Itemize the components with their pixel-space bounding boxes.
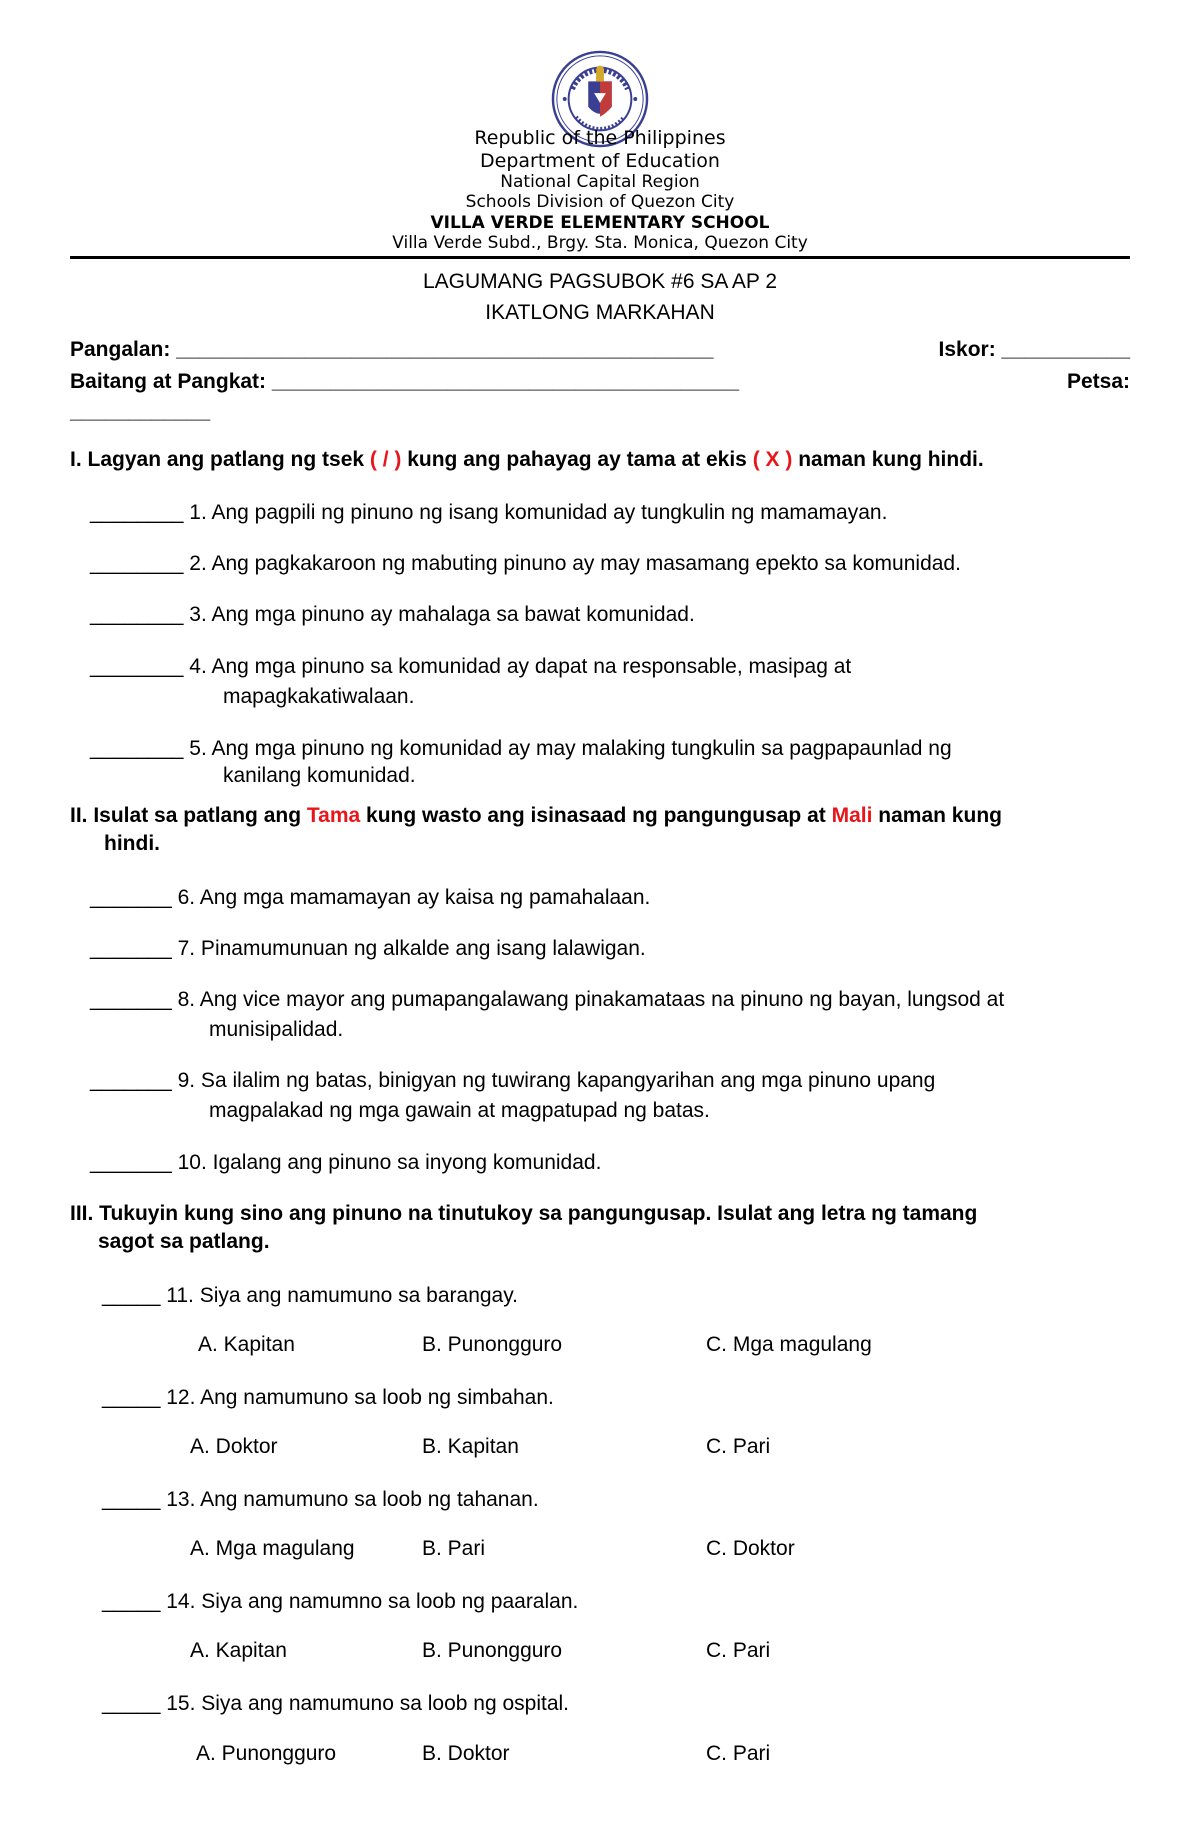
choice-15-b[interactable]: B. Doktor (422, 1742, 510, 1765)
section-2-instructions (70, 802, 1130, 858)
section-3-instructions (70, 1200, 1130, 1256)
school-name: VILLA VERDE ELEMENTARY SCHOOL (430, 213, 770, 233)
choice-11-a[interactable]: A. Kapitan (198, 1333, 295, 1356)
header-divider (70, 256, 1130, 259)
question-text: ________ 1. Ang pagpili ng pinuno ng isang komunidad ay tungkulin ng mamamayan. (90, 501, 888, 524)
quarter-title: IKATLONG MARKAHAN (485, 301, 715, 324)
question-text: ________ 4. Ang mga pinuno sa komunidad ay dapat na responsable, masipag at (90, 655, 852, 678)
question-text: _______ 7. Pinamumunuan ng alkalde ang isang lalawigan. (90, 937, 646, 960)
section-1-instructions (70, 446, 1130, 474)
question-text: _____ 15. Siya ang namumuno sa loob ng ospital. (102, 1692, 569, 1715)
question-text: _____ 13. Ang namumuno sa loob ng tahanan. (102, 1488, 539, 1511)
quiz-title: LAGUMANG PAGSUBOK #6 SA AP 2 (422, 270, 778, 293)
section-1-text-c: kung ang pahayag ay tama at ekis (401, 448, 753, 471)
choice-13-b[interactable]: B. Pari (422, 1537, 486, 1560)
question-2[interactable] (90, 549, 961, 579)
question-12[interactable] (102, 1383, 554, 1413)
date-field-line[interactable]: ____________ (70, 400, 211, 423)
section-2-text-c: kung wasto ang isinasaad ng pangungusap at (360, 804, 832, 827)
question-text: _____ 14. Siya ang namumno sa loob ng paaralan. (102, 1590, 579, 1613)
question-15[interactable] (102, 1689, 569, 1719)
question-text: _____ 11. Siya ang namumuno sa barangay. (102, 1284, 519, 1307)
question-text-continued: kanilang komunidad. (223, 764, 416, 787)
section-3-text-a: III. Tukuyin kung sino ang pinuno na tinutukoy sa pangungusap. Isulat ang letra ng tamang (70, 1202, 978, 1225)
choice-14-c[interactable]: C. Pari (706, 1639, 771, 1662)
section-2-text-a: II. Isulat sa patlang ang (70, 804, 307, 827)
choice-11-c[interactable]: C. Mga magulang (706, 1333, 872, 1356)
question-text-continued: magpalakad ng mga gawain at magpatupad ng batas. (209, 1099, 710, 1122)
question-6[interactable] (90, 883, 650, 913)
question-14[interactable] (102, 1587, 578, 1617)
choice-12-a[interactable]: A. Doktor (190, 1435, 278, 1458)
question-text-continued: mapagkakatiwalaan. (223, 685, 415, 708)
question-text-continued: munisipalidad. (209, 1018, 344, 1041)
question-10[interactable] (90, 1148, 601, 1178)
mali-keyword: Mali (831, 804, 873, 827)
x-mark-symbol: ( X ) (752, 448, 793, 471)
section-1-text-a: I. Lagyan ang patlang ng tsek (70, 448, 370, 471)
question-text: _______ 8. Ang vice mayor ang pumapangalawang pinakamataas na pinuno ng bayan, lungsod at (90, 988, 1005, 1011)
question-11[interactable] (102, 1281, 518, 1311)
school-address: Villa Verde Subd., Brgy. Sta. Monica, Quezon City (392, 233, 808, 253)
date-row (70, 400, 1130, 424)
check-mark-symbol: ( / ) (369, 448, 402, 471)
choice-11-b[interactable]: B. Punongguro (422, 1333, 563, 1356)
question-text: _______ 9. Sa ilalim ng batas, binigyan ng tuwirang kapangyarihan ang mga pinuno upang (90, 1069, 936, 1092)
choice-15-c[interactable]: C. Pari (706, 1742, 771, 1765)
choice-14-a[interactable]: A. Kapitan (190, 1639, 287, 1662)
question-9[interactable] (90, 1066, 935, 1126)
section-3-text-b: sagot sa patlang. (98, 1230, 270, 1253)
date-field-label: Petsa: (1066, 370, 1130, 393)
question-8[interactable] (90, 985, 1004, 1045)
department-heading: Department of Education (480, 150, 720, 172)
grade-section-field-label[interactable]: Baitang at Pangkat: ________________________________________ (70, 370, 740, 393)
name-row (70, 338, 1130, 362)
question-text: ________ 2. Ang pagkakaroon ng mabuting pinuno ay may masamang epekto sa komunidad. (90, 552, 961, 575)
score-field-label[interactable]: Iskor: ___________ (938, 338, 1130, 361)
question-3[interactable] (90, 600, 695, 630)
section-2-text-e: naman kung (872, 804, 1002, 827)
question-4[interactable] (90, 652, 851, 712)
choice-15-a[interactable]: A. Punongguro (196, 1742, 337, 1765)
question-7[interactable] (90, 934, 646, 964)
choice-14-b[interactable]: B. Punongguro (422, 1639, 563, 1662)
division-line: Schools Division of Quezon City (465, 192, 735, 212)
question-text: ________ 5. Ang mga pinuno ng komunidad ay may malaking tungkulin sa pagpapaunlad ng (90, 737, 952, 760)
choice-12-c[interactable]: C. Pari (706, 1435, 771, 1458)
question-text: _____ 12. Ang namumuno sa loob ng simbahan. (102, 1386, 554, 1409)
name-field-label[interactable]: Pangalan: ______________________________________________ (70, 338, 714, 361)
question-text: _______ 6. Ang mga mamamayan ay kaisa ng pamahalaan. (90, 886, 651, 909)
question-13[interactable] (102, 1485, 539, 1515)
question-text: ________ 3. Ang mga pinuno ay mahalaga sa bawat komunidad. (90, 603, 695, 626)
section-2-text-f: hindi. (104, 832, 160, 855)
section-1-text-e: naman kung hindi. (792, 448, 984, 471)
grade-row (70, 370, 1130, 394)
choice-13-a[interactable]: A. Mga magulang (190, 1537, 355, 1560)
republic-heading: Republic of the Philippines (474, 127, 726, 149)
choice-12-b[interactable]: B. Kapitan (422, 1435, 519, 1458)
question-text: _______ 10. Igalang ang pinuno sa inyong komunidad. (90, 1151, 602, 1174)
region-line: National Capital Region (500, 172, 700, 192)
question-5[interactable] (90, 734, 952, 791)
tama-keyword: Tama (306, 804, 361, 827)
choice-13-c[interactable]: C. Doktor (706, 1537, 795, 1560)
question-1[interactable] (90, 498, 887, 528)
